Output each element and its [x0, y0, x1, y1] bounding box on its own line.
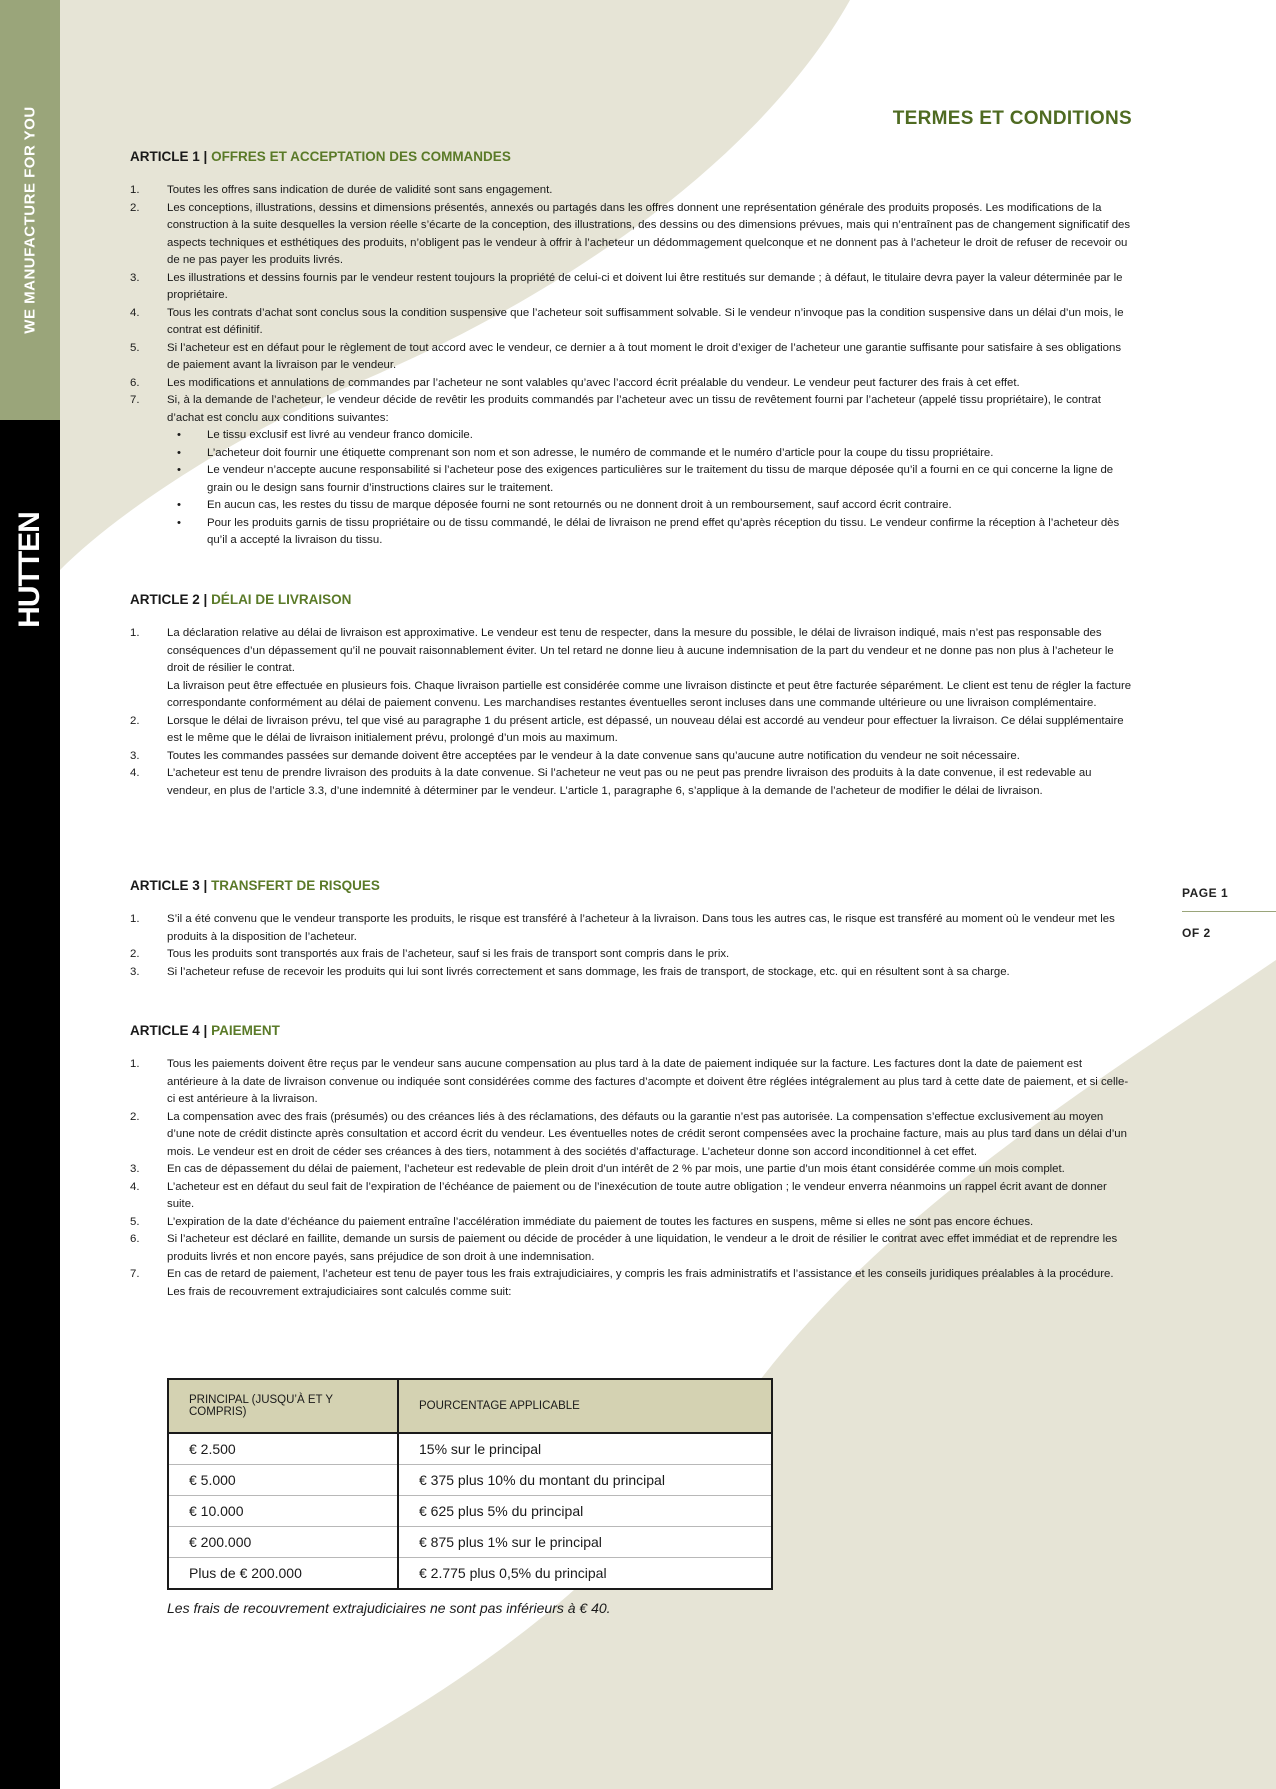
article-label: ARTICLE 1 |: [130, 149, 208, 164]
list-item: [130, 1056, 1132, 1109]
item-text: Si l’acheteur est en défaut pour le règlement de tout accord avec le vendeur, ce dernier a à tout moment le droit d’exiger de l’acheteur une garantie suffisante pour satisfaire à ses obligations de paiement avant la livraison par le vendeur.: [167, 341, 1122, 371]
table-cell: € 5.000: [168, 1465, 398, 1496]
list-item: [130, 182, 1132, 200]
article-label: ARTICLE 3 |: [130, 878, 208, 893]
page-number: PAGE 1: [1182, 886, 1229, 900]
list-item: [130, 392, 1132, 550]
article-subtitle: OFFRES ET ACCEPTATION DES COMMANDES: [211, 149, 511, 164]
bullet-item: • Le vendeur n’accepte aucune responsabilité si l’acheteur pose des exigences particulières sur le traitement du tissu de marque déposée qu’il a fourni en ce qui concerne la ligne de grain ou le design sans fournir d’instructions claires sur le traitement.: [167, 462, 1132, 497]
page-divider: [1182, 911, 1276, 912]
item-number: 6.: [130, 1233, 140, 1245]
list-item: [130, 911, 1132, 946]
item-text: Les modifications et annulations de commandes par l’acheteur ne sont valables qu’avec l’accord écrit préalable du vendeur. Le vendeur peut facturer des frais à cet effet.: [167, 376, 1020, 389]
article-2: [130, 592, 1132, 800]
item-number: 4.: [130, 1180, 140, 1193]
item-number: 1.: [130, 184, 140, 196]
item-text: Tous les contrats d’achat sont conclus sous la condition suspensive que l’acheteur soit suffisamment solvable. Si le vendeur n’invoque pas la condition suspensive dans un délai d’un mois, le contrat est définitif.: [167, 306, 1124, 336]
article-subtitle: PAIEMENT: [211, 1023, 280, 1038]
item-text: Si l’acheteur refuse de recevoir les produits qui lui sont livrés correctement et sans dommage, les frais de transport, de stockage, etc. qui en résultent sont à sa charge.: [167, 965, 1010, 978]
list-item: [130, 1214, 1132, 1232]
brand-tagline: WE MANUFACTURE FOR YOU: [21, 106, 39, 334]
item-text: En cas de retard de paiement, l’acheteur est tenu de payer tous les frais extrajudiciaires, y compris les frais administratifs et l’assistance et les conseils juridiques préalables à la procédure. Les frais de recouvrement extrajudiciaires sont calculés comme suit:: [167, 1268, 1114, 1298]
article-list: [130, 911, 1132, 981]
bullet-item: • L’acheteur doit fournir une étiquette comprenant son nom et son adresse, le numéro de commande et le numéro d’article pour la coupe du tissu propriétaire.: [167, 445, 1132, 463]
table-cell: € 2.500: [168, 1433, 398, 1465]
item-number: 6.: [130, 376, 140, 389]
list-item: [130, 305, 1132, 340]
list-item: [130, 1266, 1132, 1301]
article-heading: [130, 1023, 1132, 1038]
item-number: 7.: [130, 1268, 140, 1280]
page-total: OF 2: [1182, 926, 1211, 940]
table-cell: € 200.000: [168, 1527, 398, 1558]
page-title: TERMES ET CONDITIONS: [892, 108, 1132, 129]
item-text: Tous les paiements doivent être reçus par le vendeur sans aucune compensation au plus tard à la date de paiement indiquée sur la facture. Les factures dont la date de paiement est antérieure à la date de livraison convenue ou indiquée sont considérées comme des factures d’acompte et doivent être réglées intégralement au plus tard à cette date de paiement, et si celle-ci est antérieure à la livraison.: [167, 1058, 1129, 1105]
list-item: [130, 1231, 1132, 1266]
table-cell: € 2.775 plus 0,5% du principal: [398, 1558, 772, 1590]
table-cell: € 625 plus 5% du principal: [398, 1496, 772, 1527]
item-text: L’expiration de la date d’échéance du paiement entraîne l’accélération immédiate du paiement de toutes les factures en suspens, même si elles ne sont pas encore échues.: [167, 1215, 1034, 1228]
table-cell: 15% sur le principal: [398, 1433, 772, 1465]
article-heading: [130, 149, 1132, 164]
item-text: En cas de dépassement du délai de paiement, l’acheteur est redevable de plein droit d’un intérêt de 2 % par mois, une partie d’un mois étant considérée comme un mois complet.: [167, 1163, 1065, 1175]
item-text: Tous les produits sont transportés aux frais de l’acheteur, sauf si les frais de transport sont compris dans le prix.: [167, 948, 730, 960]
item-text: Toutes les offres sans indication de durée de validité sont sans engagement.: [167, 184, 553, 196]
sidebar-tagline-block: [0, 0, 60, 420]
item-text: L’acheteur est en défaut du seul fait de l’expiration de l’échéance de paiement ou de l’inexécution de toute autre obligation ; le vendeur enverra néanmoins un rappel écrit avant de donner suite.: [167, 1180, 1107, 1210]
fee-table-note: Les frais de recouvrement extrajudiciaires ne sont pas inférieurs à € 40.: [167, 1600, 611, 1616]
table-row: [168, 1527, 772, 1558]
item-number: 3.: [130, 271, 140, 284]
list-item: [130, 748, 1132, 766]
item-text: Toutes les commandes passées sur demande doivent être acceptées par le vendeur à la date convenue sans qu’aucune autre notification du vendeur ne soit nécessaire.: [167, 749, 1020, 762]
article-1: [130, 149, 1132, 550]
item-text: L’acheteur est tenu de prendre livraison des produits à la date convenue. Si l’acheteur ne veut pas ou ne peut pas prendre livraison des produits à la date convenue, il est redevable au vendeur, en plus de l’article 3.3, d’une indemnité à déterminer par le vendeur. L’article 1, paragraphe 6, s’applique à la demande de l’acheteur de modifier le délai de livraison.: [167, 767, 1092, 797]
item-text-continued: La livraison peut être effectuée en plusieurs fois. Chaque livraison partielle est considérée comme une livraison distincte et peut être facturée séparément. Le client est tenu de régler la facture correspondante conformément au délai de paiement convenu. Les marchandises restantes éventuelles seront incluses dans une commande ultérieure ou une livraison complémentaire.: [167, 679, 1132, 709]
item-text: Lorsque le délai de livraison prévu, tel que visé au paragraphe 1 du présent article, est dépassé, un nouveau délai est accordé au vendeur pour effectuer la livraison. Ce délai supplémentaire est le même que le délai de livraison initialement prévu, prolongé d’un mois au maximum.: [167, 714, 1124, 744]
item-text: La déclaration relative au délai de livraison est approximative. Le vendeur est tenu de respecter, dans la mesure du possible, le délai de livraison indiqué, mais n’est pas responsable des conséquences d’un dépassement qu’il ne pouvait raisonnablement éviter. Un tel retard ne donne lieu à aucune indemnisation de la part du vendeur et ne donne pas non plus à l’acheteur le droit de résilier le contrat.: [167, 627, 1114, 674]
item-text: Si, à la demande de l’acheteur, le vendeur décide de revêtir les produits commandés par l’acheteur avec un tissu de revêtement fourni par l’acheteur (appelé tissu propriétaire), le contrat d’achat est conclu aux conditions suivantes:: [167, 394, 1101, 424]
item-number: 4.: [130, 767, 140, 779]
sidebar: [0, 0, 60, 1789]
table-row: [168, 1558, 772, 1590]
item-text: Si l’acheteur est déclaré en faillite, demande un sursis de paiement ou décide de procéder à une liquidation, le vendeur a le droit de résilier le contrat avec effet immédiat et de reprendre les produits livrés et non encore payés, sans préjudice de son droit à une indemnisation.: [167, 1233, 1118, 1263]
list-item: [130, 964, 1132, 982]
item-number: 1.: [130, 627, 140, 639]
bullet-list: [167, 427, 1132, 550]
table-cell: € 875 plus 1% sur le principal: [398, 1527, 772, 1558]
article-subtitle: DÉLAI DE LIVRAISON: [211, 592, 352, 607]
article-label: ARTICLE 2 |: [130, 592, 208, 607]
item-number: 2.: [130, 201, 140, 214]
item-number: 5.: [130, 341, 140, 354]
list-item: [130, 1161, 1132, 1179]
brand-logo: HUTTEN: [13, 512, 46, 628]
column-header: PRINCIPAL (JUSQU’À ET Y COMPRIS): [168, 1379, 398, 1433]
list-item: [130, 946, 1132, 964]
article-3: [130, 878, 1132, 981]
article-4: [130, 1023, 1132, 1301]
list-item: [130, 625, 1132, 713]
article-label: ARTICLE 4 |: [130, 1023, 208, 1038]
table-header-row: [168, 1379, 772, 1433]
list-item: [130, 270, 1132, 305]
table-row: [168, 1496, 772, 1527]
table-row: [168, 1465, 772, 1496]
table-cell: € 10.000: [168, 1496, 398, 1527]
item-number: 3.: [130, 749, 140, 762]
bullet-item: • Le tissu exclusif est livré au vendeur franco domicile.: [167, 427, 1132, 445]
list-item: [130, 713, 1132, 748]
article-list: [130, 1056, 1132, 1301]
table-cell: € 375 plus 10% du montant du principal: [398, 1465, 772, 1496]
item-text: S’il a été convenu que le vendeur transporte les produits, le risque est transféré à l’acheteur à la livraison. Dans tous les autres cas, le risque est transféré au moment où le vendeur met les produits à la disposition de l’acheteur.: [167, 913, 1115, 943]
article-heading: [130, 592, 1132, 607]
item-number: 2.: [130, 714, 140, 727]
item-number: 1.: [130, 1058, 140, 1070]
list-item: [130, 1109, 1132, 1162]
collection-fee-table: [167, 1378, 773, 1590]
column-header: POURCENTAGE APPLICABLE: [398, 1379, 772, 1433]
list-item: [130, 1179, 1132, 1214]
item-number: 4.: [130, 306, 140, 319]
list-item: [130, 375, 1132, 393]
item-number: 2.: [130, 1110, 140, 1123]
list-item: [130, 340, 1132, 375]
item-number: 2.: [130, 948, 140, 960]
item-number: 3.: [130, 1163, 140, 1175]
item-number: 7.: [130, 394, 140, 406]
bullet-item: • Pour les produits garnis de tissu propriétaire ou de tissu commandé, le délai de livraison ne prend effet qu’après réception du tissu. Le vendeur confirme la réception à l’acheteur dès qu’il a accepté la livraison du tissu.: [167, 515, 1132, 550]
article-list: [130, 182, 1132, 550]
list-item: [130, 765, 1132, 800]
item-number: 3.: [130, 965, 140, 978]
list-item: [130, 200, 1132, 270]
article-heading: [130, 878, 1132, 893]
item-number: 5.: [130, 1215, 140, 1228]
article-subtitle: TRANSFERT DE RISQUES: [211, 878, 380, 893]
table-row: [168, 1433, 772, 1465]
item-number: 1.: [130, 913, 140, 925]
item-text: Les illustrations et dessins fournis par le vendeur restent toujours la propriété de celui-ci et doivent lui être restitués sur demande ; à défaut, le titulaire devra payer la valeur déterminée par le propriétaire.: [167, 271, 1123, 301]
item-text: La compensation avec des frais (présumés) ou des créances liés à des réclamations, des défauts ou la garantie n’est pas autorisée. La compensation s’effectue exclusivement au moyen d’une note de crédit distincte après consultation et accord écrit du vendeur. Les éventuelles notes de crédit seront compensées avec la prochaine facture, mais au plus tard dans un délai d’un mois. Le vendeur est en droit de céder ses créances à des tiers, notamment à des sociétés d’affacturage. L’acheteur donne son accord inconditionnel à cet effet.: [167, 1110, 1127, 1158]
bullet-item: • En aucun cas, les restes du tissu de marque déposée fourni ne sont retournés ou ne donnent droit à un remboursement, sauf accord écrit contraire.: [167, 497, 1132, 515]
item-text: Les conceptions, illustrations, dessins et dimensions présentés, annexés ou partagés dans les offres donnent une représentation générale des produits proposés. Les modifications de la construction à la suite desquelles la version réelle s’écarte de la conception, des illustrations, des dessins ou des dimensions prévues, mais qui n’entraînent pas de changement significatif des aspects techniques et esthétiques des produits, n’obligent pas le vendeur à offrir à l’acheteur un dédommagement quelconque et ne donnent pas à l’acheteur le droit de refuser de recevoir ou de ne pas payer les produits livrés.: [167, 201, 1131, 266]
article-list: [130, 625, 1132, 800]
table-cell: Plus de € 200.000: [168, 1558, 398, 1590]
